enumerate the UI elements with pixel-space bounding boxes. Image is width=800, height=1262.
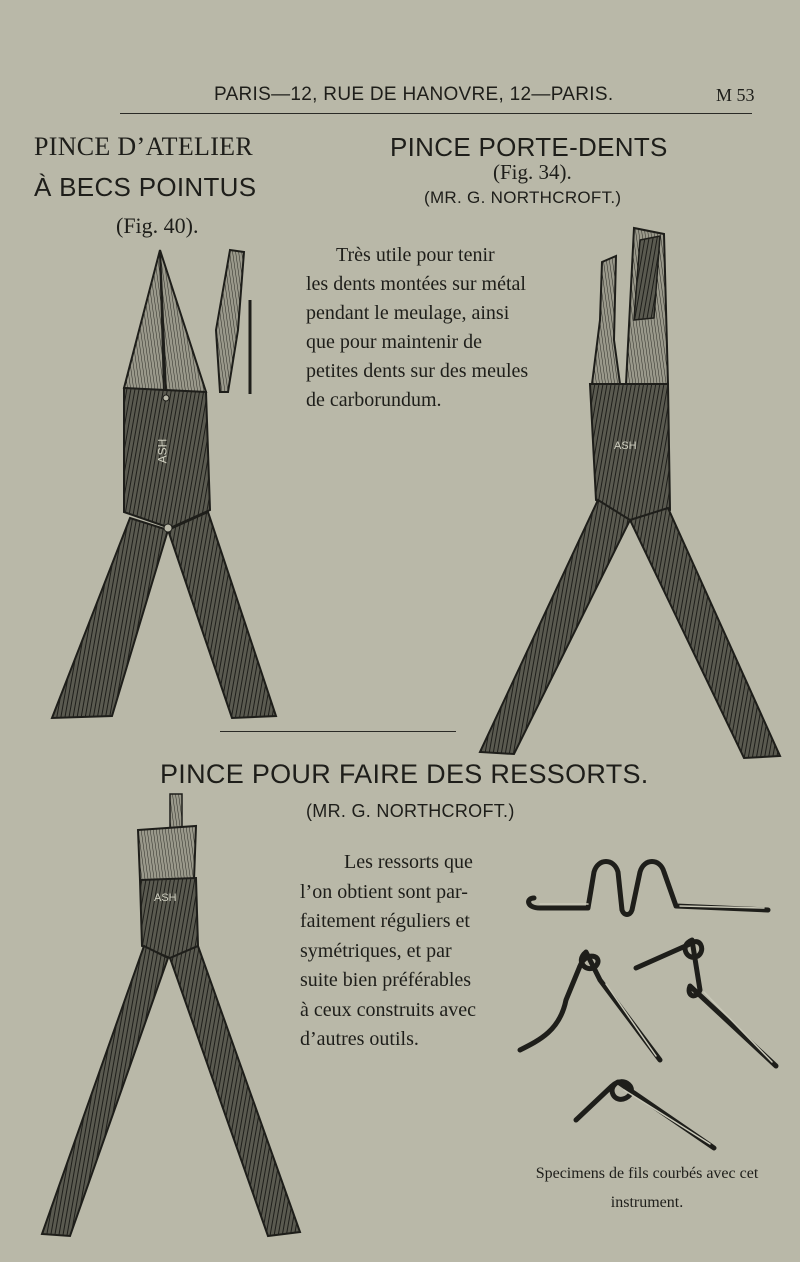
description-line: suite bien préférables: [300, 969, 472, 991]
description-line: que pour maintenir de: [306, 331, 483, 353]
description-line: faitement réguliers et: [300, 910, 470, 932]
page-number: M 53: [716, 85, 755, 105]
atelier-figure-ref: (Fig. 40).: [116, 213, 199, 238]
description-line: d’autres outils.: [300, 1028, 419, 1050]
description-line: Les ressorts que: [344, 851, 473, 873]
caption-line: Specimens de fils courbés avec cet: [535, 1165, 759, 1182]
porte-dents-title: PINCE PORTE-DENTS: [390, 132, 668, 162]
porte-dents-author: (MR. G. NORTHCROFT.): [424, 188, 622, 207]
description-line: les dents montées sur métal: [306, 273, 526, 295]
pliers-mark-left: ASH: [155, 438, 170, 464]
header-address: PARIS—12, RUE DE HANOVRE, 12—PARIS.: [214, 84, 614, 105]
atelier-title-line1: PINCE D’ATELIER: [34, 132, 253, 161]
description-line: l’on obtient sont par-: [300, 880, 468, 903]
description-line: symétriques, et par: [300, 939, 452, 962]
ressorts-title: PINCE POUR FAIRE DES RESSORTS.: [160, 759, 649, 789]
description-line: à ceux construits avec: [300, 998, 477, 1021]
caption-line: instrument.: [610, 1194, 684, 1211]
description-line: Très utile pour tenir: [336, 244, 495, 266]
description-line: pendant le meulage, ainsi: [306, 302, 510, 324]
porte-dents-figure-ref: (Fig. 34).: [493, 160, 572, 184]
description-line: petites dents sur des meules: [306, 360, 529, 382]
pliers-mark-right: ASH: [614, 440, 637, 452]
atelier-title-line2: À BECS POINTUS: [34, 172, 257, 202]
pliers-mark-bottom: ASH: [154, 892, 177, 904]
ressorts-author: (MR. G. NORTHCROFT.): [306, 801, 515, 821]
description-line: de carborundum.: [306, 389, 442, 411]
